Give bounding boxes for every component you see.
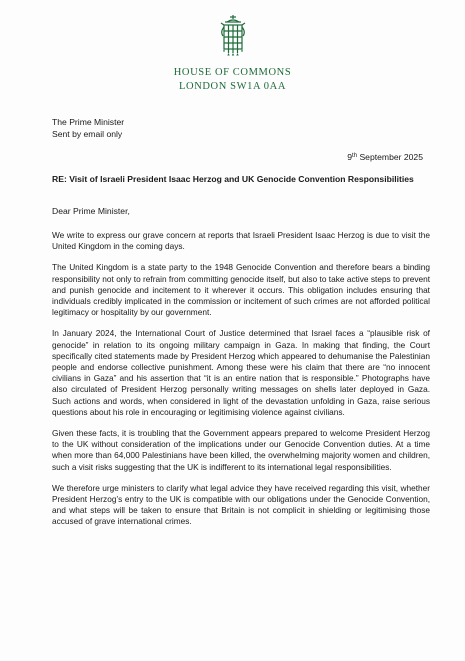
date-month-year: September 2025	[357, 152, 423, 162]
addressee-name: The Prime Minister	[52, 117, 125, 127]
letter-body	[52, 230, 430, 538]
date-suffix: th	[352, 153, 358, 159]
addressee-block	[52, 116, 124, 140]
delivery-note: Sent by email only	[52, 129, 123, 139]
org-name: HOUSE OF COMMONS	[173, 67, 292, 78]
paragraph: In January 2024, the International Court of Justice determined that Israel faces a “plausible risk of genocide” in relation to its ongoing military campaign in Gaza. In making that finding, the Court specifically cited statements made by President Herzog which appeared to dehumanise the Palestinian people and endorse collective punishment. Among these were his claim that there are “no innocent civilians in Gaza” and his assertion that “it is an entire nation that is responsible.” Photographs have also circulated of President Herzog personally writing messages on shells later deployed in Gaza. Such actions and words, when considered in light of the devastation unfolding in Gaza, raise serious questions about his role in encouraging or legitimising violence against civilians.	[52, 328, 430, 417]
paragraph: We therefore urge ministers to clarify what legal advice they have received regarding this visit, whether President Herzog’s entry to the UK is compatible with our obligations under the Genocide Convention, and what steps will be taken to ensure that Britain is not complicit in shielding or legitimising those accused of grave international crimes.	[52, 482, 430, 527]
portcullis-icon	[220, 14, 246, 58]
org-address: LONDON SW1A 0AA	[179, 81, 286, 92]
subject-line: RE: Visit of Israeli President Isaac Herzog and UK Genocide Convention Responsibilities	[52, 174, 414, 184]
letterhead	[0, 66, 465, 94]
paragraph: We write to express our grave concern at reports that Israeli President Isaac Herzog is due to visit the United Kingdom in the coming days.	[52, 230, 430, 252]
date-day: 9	[347, 152, 353, 162]
paragraph: Given these facts, it is troubling that the Government appears prepared to welcome President Herzog to the UK without consideration of the implications under our Genocide Convention duties. At a time when more than 64,000 Palestinians have been killed, the overwhelming majority women and children, such a visit risks suggesting that the UK is indifferent to its international legal responsibilities.	[52, 428, 430, 472]
paragraph: The United Kingdom is a state party to the 1948 Genocide Convention and therefore bears a binding responsibility not only to refrain from committing genocide itself, but also to take active steps to prevent and punish genocide and incitement to it wherever it occurs. This obligation includes ensuring that individuals credibly implicated in the commission or incitement of such crimes are not afforded political legitimacy or hospitality by our government.	[52, 262, 430, 318]
letter-date	[347, 150, 423, 163]
salutation: Dear Prime Minister,	[52, 206, 130, 216]
